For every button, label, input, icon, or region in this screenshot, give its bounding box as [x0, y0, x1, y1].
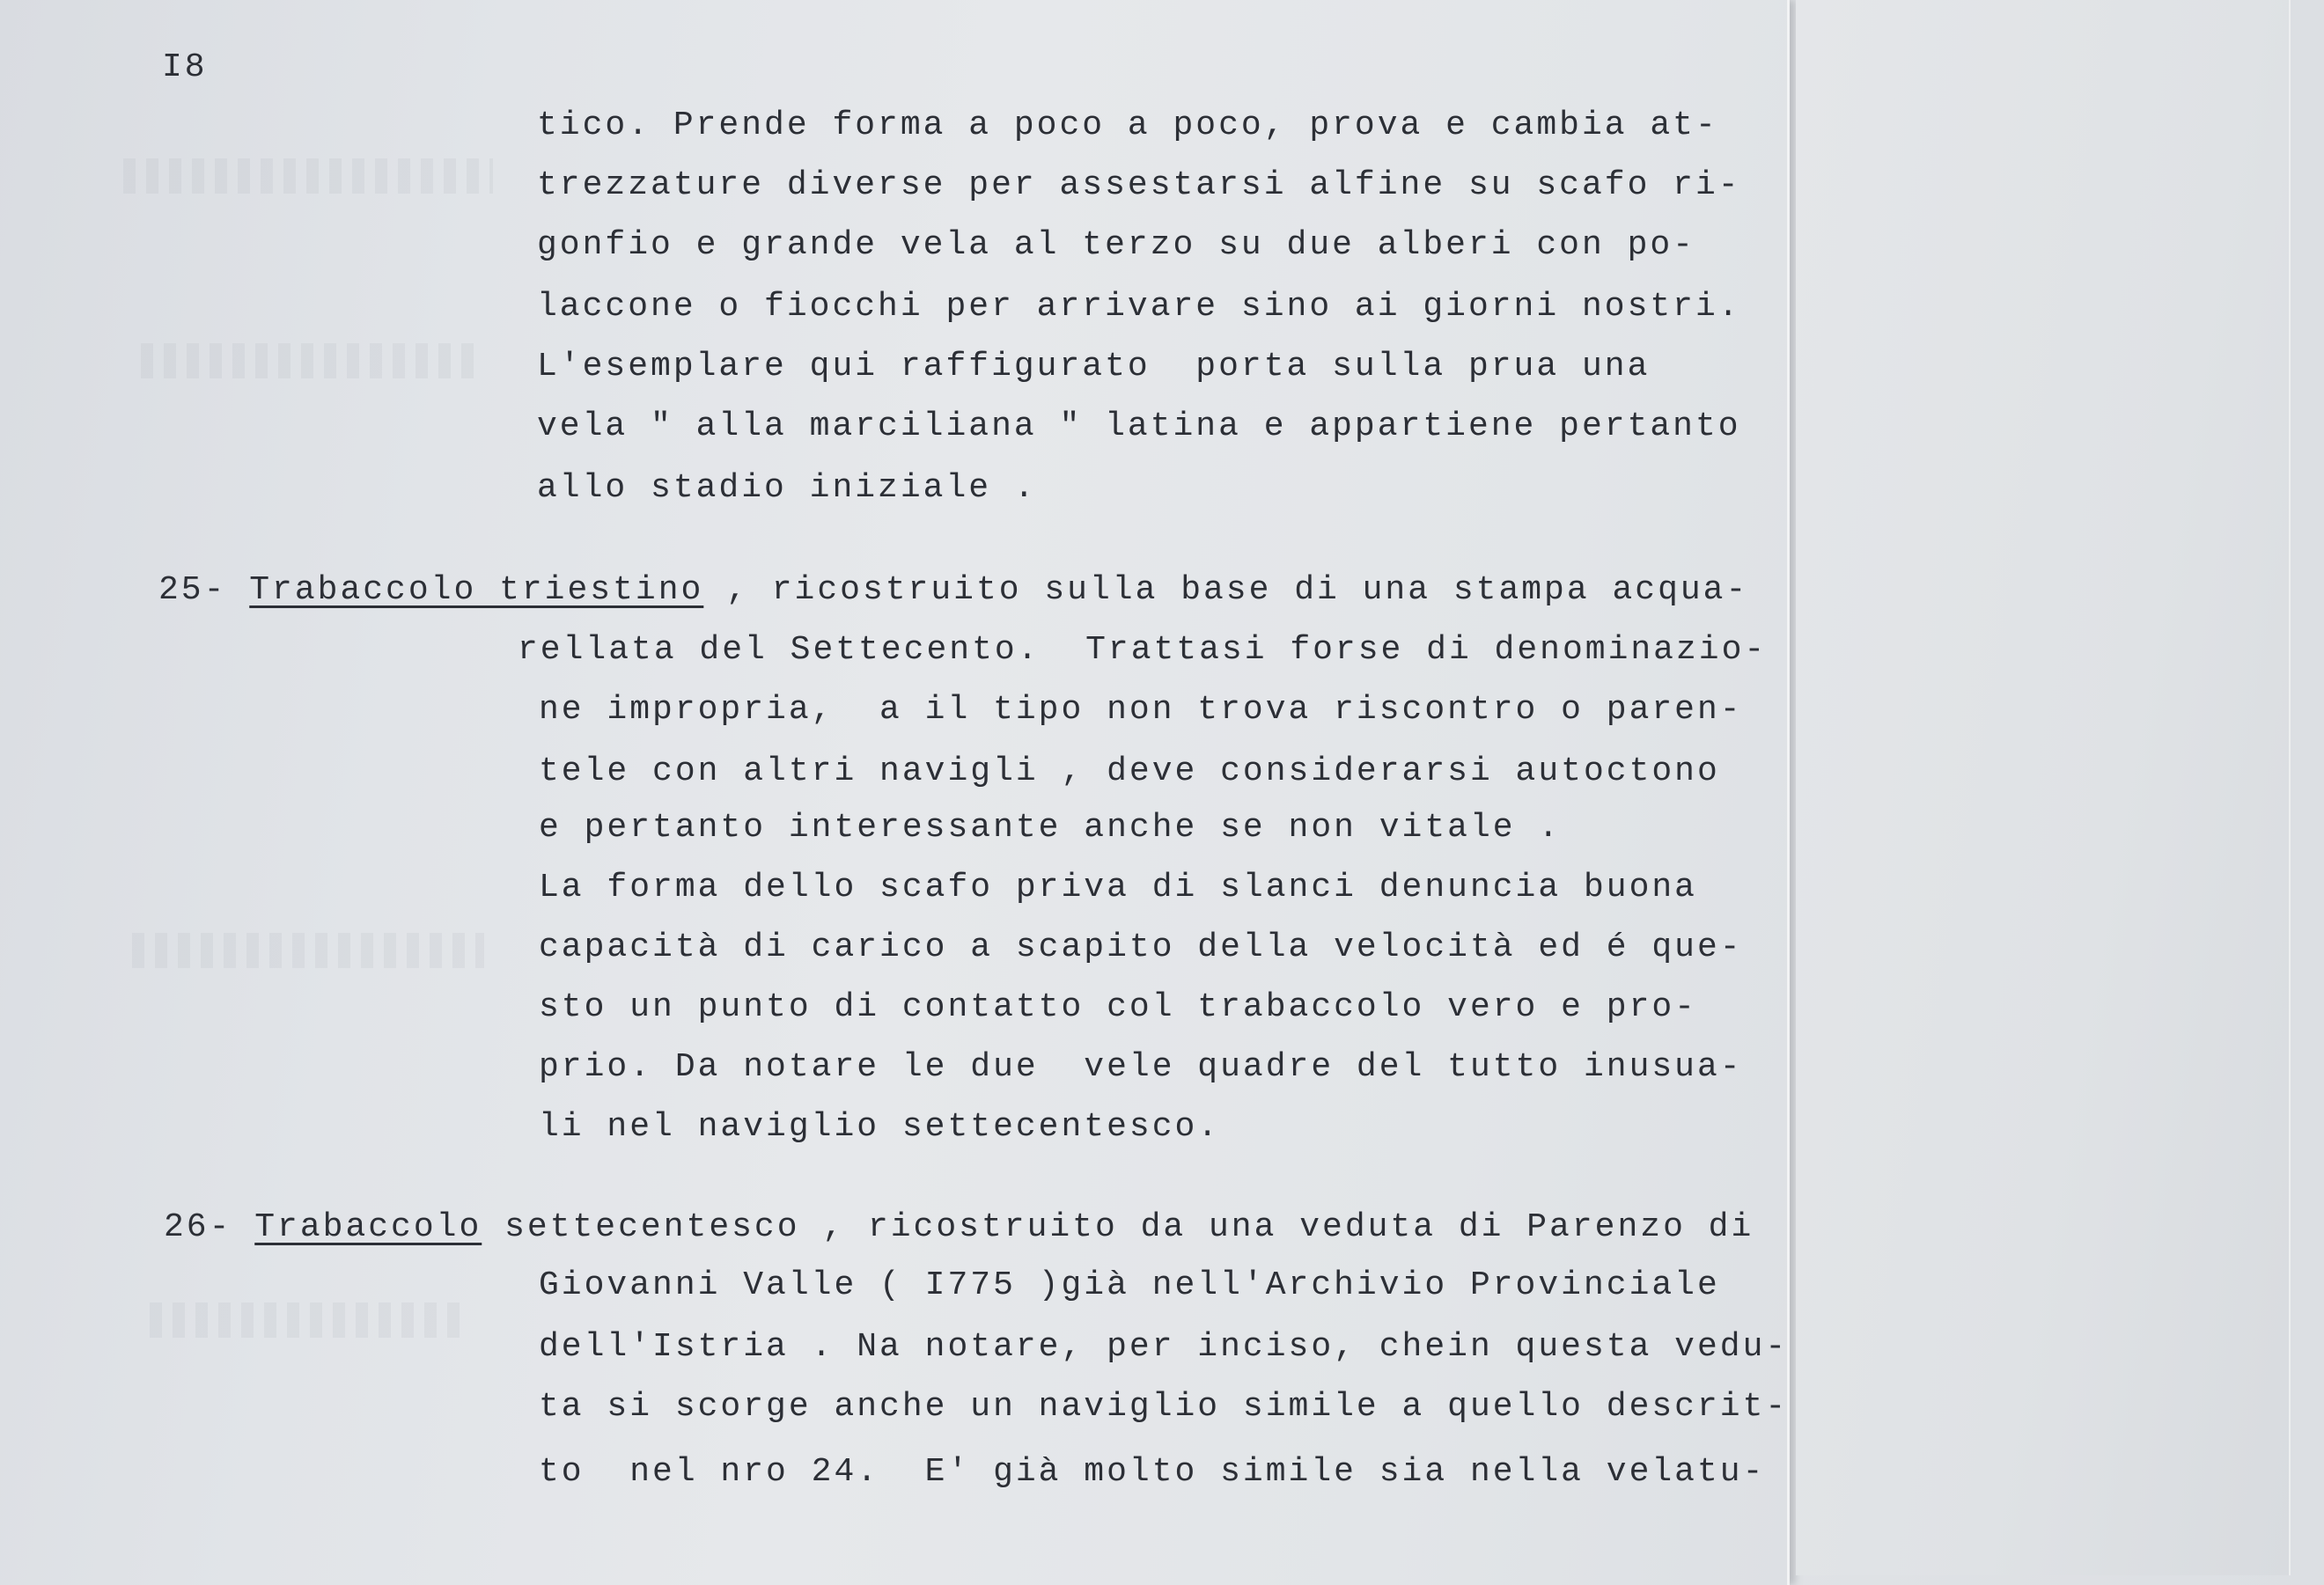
- next-page-edge: [1796, 0, 2291, 1575]
- text-line: vela " alla marciliana " latina e appartiene pertanto: [537, 407, 1741, 445]
- entry-26-heading-line: [164, 1208, 1754, 1246]
- text-line: dell'Istria . Na notare, per inciso, chein questa vedu-: [539, 1328, 1789, 1366]
- entry-title: Trabaccolo triestino: [249, 571, 704, 609]
- text-line: li nel naviglio settecentesco.: [539, 1108, 1221, 1146]
- text-line: La forma dello scafo priva di slanci denuncia buona: [539, 869, 1697, 906]
- text-line: allo stadio iniziale .: [537, 469, 1037, 507]
- text-line: capacità di carico a scapito della velocità ed é que-: [539, 928, 1743, 966]
- text-line: ta si scorge anche un naviglio simile a quello descrit-: [539, 1388, 1789, 1426]
- text-line: rellata del Settecento. Trattasi forse di denominazio-: [518, 631, 1768, 669]
- entry-number: 26-: [164, 1208, 232, 1246]
- entry-title: Trabaccolo: [254, 1208, 482, 1246]
- text-line: tico. Prende forma a poco a poco, prova e cambia at-: [537, 106, 1718, 144]
- entry-25-heading-line: [158, 571, 1749, 609]
- text-line: Giovanni Valle ( I775 )già nell'Archivio Provinciale: [539, 1266, 1720, 1304]
- text-line: laccone o fiocchi per arrivare sino ai giorni nostri.: [537, 288, 1741, 326]
- text-line: to nel nro 24. E' già molto simile sia nella velatu-: [539, 1453, 1766, 1491]
- text-line: trezzature diverse per assestarsi alfine su scafo ri-: [537, 166, 1741, 204]
- text-line: prio. Da notare le due vele quadre del tutto inusua-: [539, 1048, 1743, 1086]
- entry-heading-rest: , ricostruito sulla base di una stampa acqua-: [703, 571, 1749, 609]
- text-line: sto un punto di contatto col trabaccolo vero e pro-: [539, 988, 1697, 1026]
- entry-heading-rest: settecentesco , ricostruito da una veduta di Parenzo di: [482, 1208, 1754, 1246]
- page-number: I8: [162, 48, 208, 86]
- text-line: tele con altri navigli , deve considerarsi autoctono: [539, 752, 1720, 790]
- entry-number: 25-: [158, 571, 227, 609]
- text-line: gonfio e grande vela al terzo su due alberi con po-: [537, 226, 1695, 264]
- text-line: L'esemplare qui raffigurato porta sulla prua una: [537, 348, 1651, 385]
- text-line: ne impropria, a il tipo non trova riscontro o paren-: [539, 691, 1743, 729]
- text-line: e pertanto interessante anche se non vitale .: [539, 809, 1562, 847]
